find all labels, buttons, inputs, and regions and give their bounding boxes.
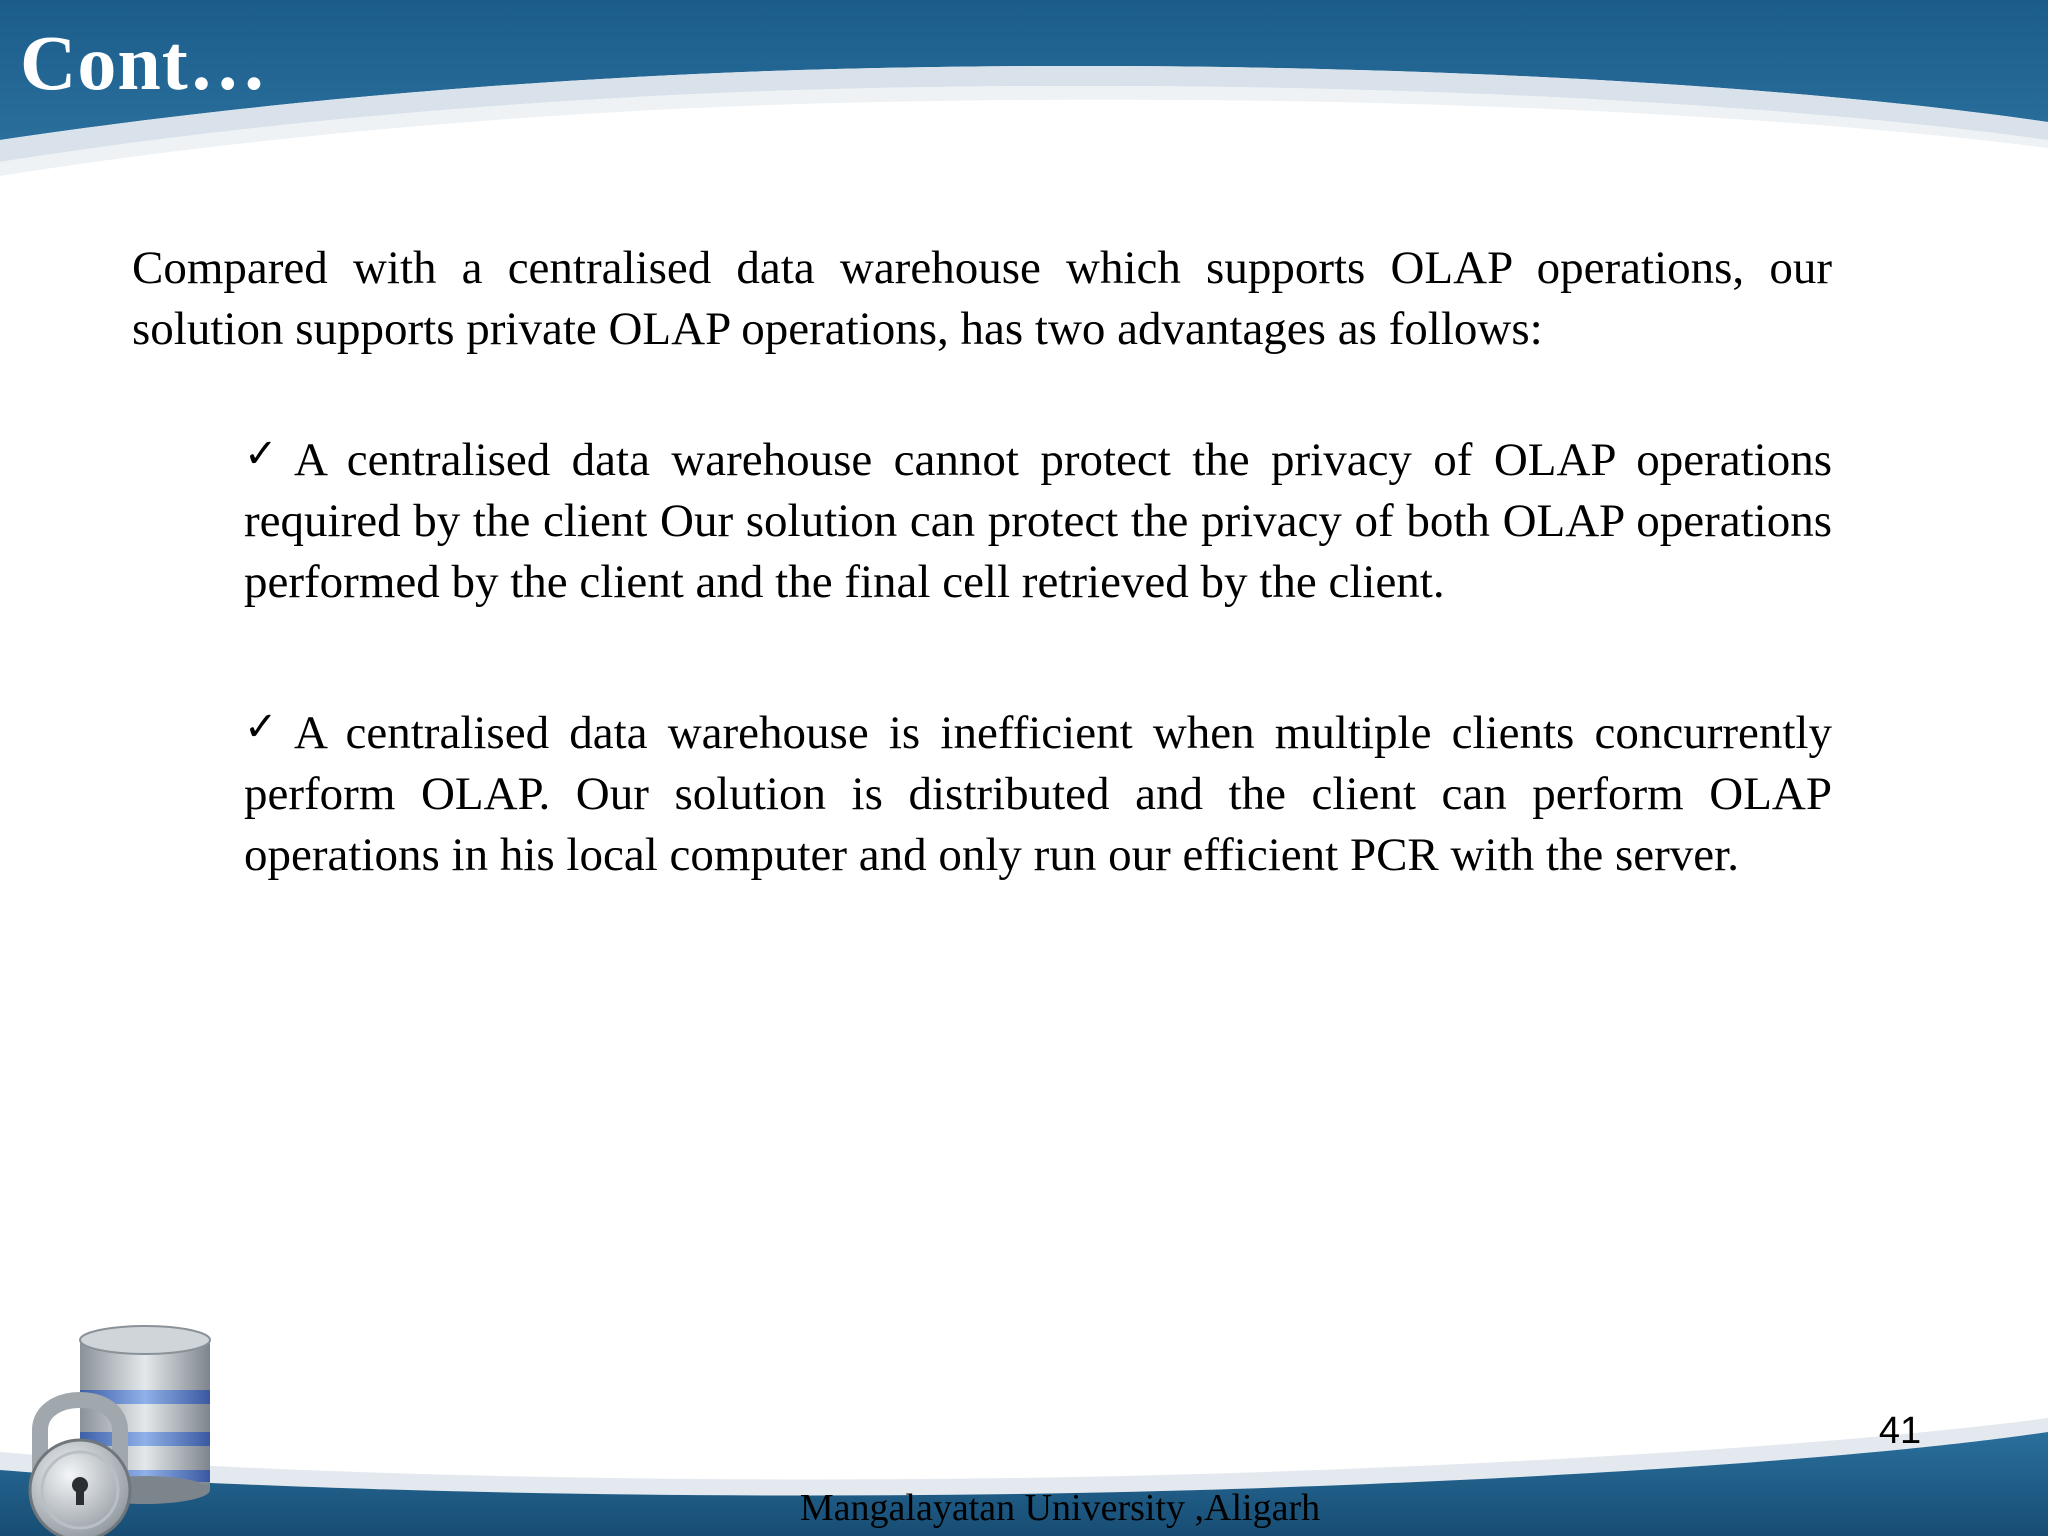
- intro-paragraph: Compared with a centralised data warehouse which supports OLAP operations, our solution supports private OLAP operations, has two advantages as follows:: [132, 242, 1832, 355]
- bullet-list: [244, 424, 1832, 970]
- slide-title: Cont…: [20, 19, 268, 106]
- footer-text: Mangalayatan University ,Aligarh: [799, 1487, 1321, 1529]
- bullet-text: A centralised data warehouse cannot protect the privacy of OLAP operations required by the client Our solution can protect the privacy of both OLAP operations performed by the client and the final cell retrieved by the client.: [244, 434, 1832, 608]
- database-lock-icon: [0, 1320, 240, 1536]
- bullet-item: [244, 697, 1832, 886]
- page-number: 41: [1878, 1410, 1922, 1452]
- bullet-text: A centralised data warehouse is inefficient when multiple clients concurrently perform OLAP. Our solution is distributed and the client can perform OLAP operations in his local computer and only run our efficient PCR with the server.: [244, 707, 1832, 881]
- check-icon: ✓: [244, 431, 278, 477]
- bullet-item: [244, 424, 1832, 613]
- check-icon: ✓: [244, 704, 278, 750]
